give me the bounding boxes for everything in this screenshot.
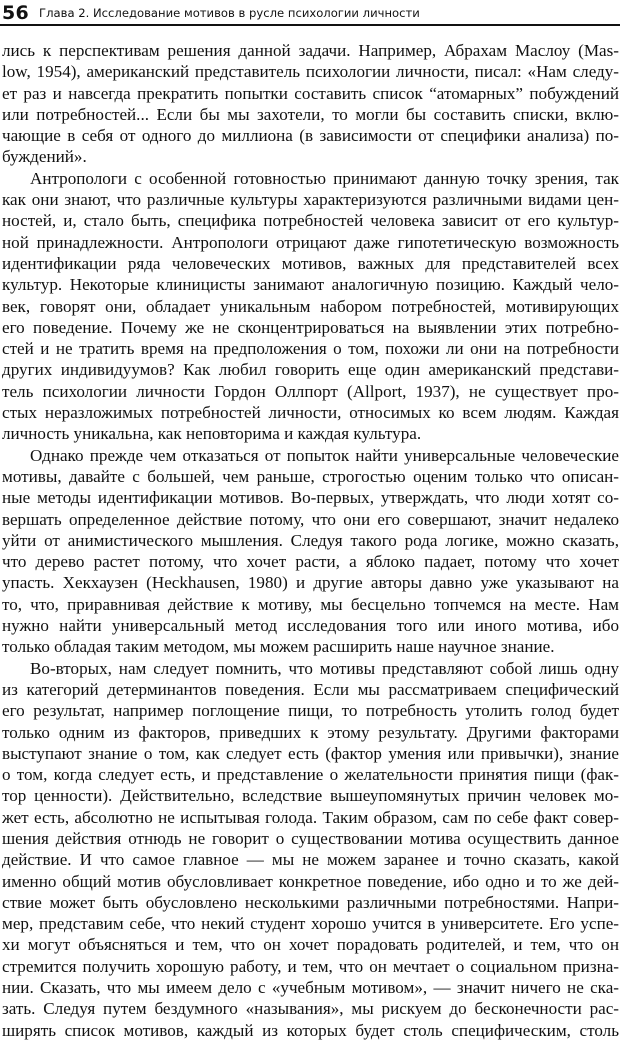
text-line: уйти от анимистического мышления. Следуя такого рода логике, можно сказать, (2, 530, 619, 550)
text-line: жет есть, абсолютно не испытывая голода. Таким образом, сам по себе факт совер- (2, 807, 619, 827)
paragraph-start-line: Однако прежде чем отказаться от попыток найти универсальные человеческие (30, 445, 619, 465)
text-line: тель психологии личности Гордон Оллпорт (Allport, 1937), не существует про- (2, 381, 619, 401)
text-line: что дерево растет потому, что хочет расти, а яблоко падает, потому что хочет (2, 552, 619, 572)
paragraph-start-line: Во-вторых, нам следует помнить, что мотивы представляют собой лишь одну (30, 658, 619, 678)
text-line: век, говорят они, обладает уникальным набором потребностей, мотивирующих (2, 296, 619, 316)
text-line: из категорий детерминантов поведения. Если мы рассматриваем специфический (2, 679, 619, 699)
text-line: ные методы идентификации мотивов. Во-первых, утверждать, что люди хотят со- (2, 488, 619, 508)
text-line: стых неразложимых потребностей личности, относимых ко всем людям. Каждая (2, 403, 619, 423)
text-line: именно общий мотив обусловливает конкретное поведение, ибо одно и то же дей- (2, 871, 619, 891)
text-line: выступают знание о том, как следует есть (фактор умения или привычки), знание (2, 743, 619, 763)
text-line: вершать определенное действие потому, что они его совершают, значит недалеко (2, 509, 619, 529)
text-line: культур. Некоторые клиницисты занимают аналогичную позицию. Каждый чело- (2, 275, 619, 295)
text-line: шения действия отнюдь не говорит о существовании мотива осуществить данное (2, 828, 619, 848)
text-line: лись к перспективам решения данной задачи. Например, Абрахам Маслоу (Mas- (2, 41, 619, 60)
paragraph-start-line: Антропологи с особенной готовностью принимают данную точку зрения, так (30, 168, 619, 188)
text-line: зать. Следуя путем бездумного «называния», мы рискуем до бесконечности рас- (2, 999, 619, 1019)
text-line: других индивидуумов? Как любил говорить еще один американский представи- (2, 360, 619, 380)
text-line: его результат, например поглощение пищи, то потребность утолить голод будет (2, 701, 619, 721)
text-line: только обладая таким методом, мы можем расширить наше научное знание. (2, 637, 555, 657)
text-line: low, 1954), американский представитель психологии личности, писал: «Нам следу- (2, 62, 619, 82)
text-line: то, что, приравнивая действие к мотиву, мы бесцельно топчемся на месте. Нам (2, 594, 619, 614)
text-line: или потребностей... Если бы мы захотели, то могли бы составить списки, вклю- (2, 104, 619, 124)
text-line: его поведение. Почему же не сконцентрироваться на выявлении этих потребно- (2, 317, 619, 337)
text-line: нужно найти универсальный метод исследования того или иного мотива, ибо (2, 616, 619, 636)
text-line: только одним из факторов, приведших к этому результату. Другими факторами (2, 722, 619, 742)
text-line: стремится получить хорошую работу, и тем, что он мечтает о социальном призна- (2, 956, 619, 976)
text-line: буждений». (2, 147, 87, 167)
text-line: чающие в себя от одного до миллиона (в зависимости от специфики анализа) по- (2, 126, 619, 146)
text-line: личность уникальна, как неповторима и каждая культура. (2, 424, 422, 444)
text-line: ностей, и, стало быть, специфика потребностей человека зависит от его культур- (2, 211, 619, 231)
text-line: ширять список мотивов, каждый из которых будет столь специфическим, столь (2, 1020, 619, 1040)
text-line: о том, когда следует есть, и представление о желательности принятия пищи (фак- (2, 765, 619, 785)
text-line: мотивы, давайте с большей, чем раньше, строгостью оценим только что описан- (2, 466, 619, 486)
text-line: упасть. Хекхаузен (Heckhausen, 1980) и другие авторы давно уже указывают на (2, 573, 619, 593)
running-head: Глава 2. Исследование мотивов в русле психологии личности (39, 6, 420, 20)
text-line: ствие может быть обусловлено несколькими различными потребностями. Напри- (2, 892, 619, 912)
text-line: ной принадлежности. Антропологи отрицают даже гипотетическую возможность (2, 232, 619, 252)
text-line: мер, представим себе, что некий студент хорошо учится в университете. Его успе- (2, 914, 619, 934)
page-header (0, 0, 620, 26)
body-text (2, 40, 619, 1041)
text-line: хи могут объясняться и тем, что он хочет порадовать родителей, и тем, что он (2, 935, 619, 955)
text-line: как они знают, что различные культуры характеризуются различными видами цен- (2, 190, 619, 210)
text-line: действие. И что самое главное — мы не можем заранее и точно сказать, какой (2, 850, 619, 870)
text-line: тор ценности). Действительно, вследствие вышеупомянутых причин человек мо- (2, 786, 619, 806)
page-number: 56 (2, 2, 30, 24)
text-line: нии. Сказать, что мы имеем дело с «учебным мотивом», — значит ничего не ска- (2, 978, 619, 998)
text-line: ет раз и навсегда прекратить попытки составить список “атомарных” побуждений (2, 83, 619, 103)
text-line: идентификации ряда человеческих мотивов, важных для представителей всех (2, 253, 619, 273)
text-line: стей и не тратить время на предположения о том, похожи ли они на потребности (2, 339, 619, 359)
